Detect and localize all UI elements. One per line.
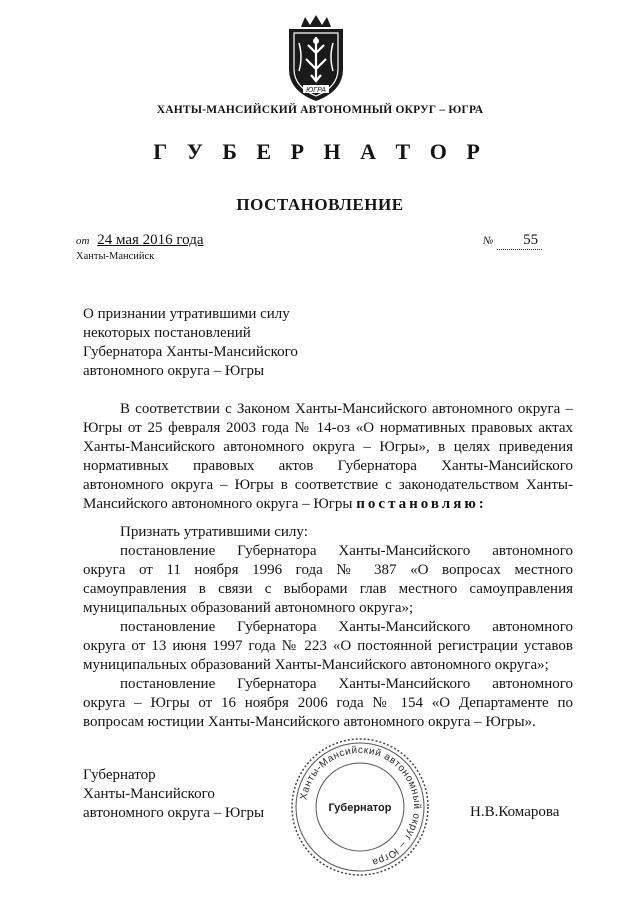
item1-line: округа от 11 ноября 1996 года № 387 «О вопросах местного bbox=[83, 562, 573, 578]
seal-icon bbox=[289, 736, 431, 878]
preamble-line: Ханты-Мансийского автономного округа – Югры», в целях приведения bbox=[83, 439, 573, 455]
signatory-line: Губернатор bbox=[83, 767, 156, 783]
preamble-line: автономного округа – Югры в соответствие с законодательством Ханты- bbox=[83, 477, 573, 493]
coat-of-arms-emblem bbox=[281, 13, 351, 105]
signatory-line: автономного округа – Югры bbox=[83, 805, 265, 821]
item3-line: постановление Губернатора Ханты-Мансийского автономного bbox=[120, 676, 573, 692]
subject-line: О признании утратившими силу bbox=[83, 306, 290, 322]
item2-line: округа от 13 июня 1997 года № 223 «О постоянной регистрации уставов bbox=[83, 638, 573, 654]
subject-line: Губернатора Ханты-Мансийского bbox=[83, 344, 298, 360]
subject-line: некоторых постановлений bbox=[83, 325, 251, 341]
preamble-paragraph bbox=[83, 400, 573, 514]
item1-line: муниципальных образований автономного округа»; bbox=[83, 600, 414, 616]
number-line bbox=[483, 232, 542, 250]
emblem-ribbon-text: ЮГРА bbox=[306, 87, 326, 94]
date-line bbox=[76, 232, 204, 249]
official-seal bbox=[289, 736, 431, 878]
signatory-line: Ханты-Мансийского bbox=[83, 786, 215, 802]
item2-line: муниципальных образований Ханты-Мансийского автономного округа»; bbox=[83, 657, 549, 673]
item3-line: округа – Югры от 16 ноября 2006 года № 154 «О Департаменте по bbox=[83, 695, 573, 711]
preamble-line: нормативных правовых актов Губернатора Ханты-Мансийского bbox=[83, 458, 573, 474]
governor-title: Г У Б Е Р Н А Т О Р bbox=[153, 139, 487, 164]
preamble-line: Югры от 25 февраля 2003 года № 14-оз «О нормативных правовых актах bbox=[83, 420, 573, 436]
preamble-line: В соответствии с Законом Ханты-Мансийского автономного округа – bbox=[120, 401, 573, 417]
item3-line: вопросам юстиции Ханты-Мансийского автономного округа – Югры». bbox=[83, 714, 536, 730]
region-heading: ХАНТЫ-МАНСИЙСКИЙ АВТОНОМНЫЙ ОКРУГ – ЮГРА bbox=[156, 104, 484, 116]
item1-line: постановление Губернатора Ханты-Мансийского автономного bbox=[120, 543, 573, 559]
preamble-line: Мансийского автономного округа – Югры bbox=[83, 496, 353, 512]
document-subject bbox=[83, 305, 343, 381]
document-date: 24 мая 2016 года bbox=[97, 232, 204, 248]
document-type-heading: ПОСТАНОВЛЕНИЕ bbox=[236, 195, 404, 214]
decree-body bbox=[83, 523, 573, 732]
emblem-icon bbox=[281, 13, 351, 105]
city-name: Ханты-Мансийск bbox=[76, 251, 155, 262]
seal-ring-text: Ханты-Мансийский автономный округ – Югра bbox=[298, 744, 423, 868]
decree-verb: постановляю: bbox=[356, 496, 487, 512]
signatory-title bbox=[83, 766, 264, 823]
date-prefix: от bbox=[76, 235, 90, 247]
item2-line: постановление Губернатора Ханты-Мансийского автономного bbox=[120, 619, 573, 635]
item1-line: самоуправления в связи с выборами глав местного самоуправления bbox=[83, 581, 573, 597]
document-number: 55 bbox=[497, 232, 542, 250]
seal-center-text: Губернатор bbox=[328, 802, 392, 814]
body-intro: Признать утратившими силу: bbox=[120, 524, 308, 540]
signatory-name: Н.В.Комарова bbox=[470, 804, 560, 820]
number-prefix: № bbox=[483, 235, 494, 247]
subject-line: автономного округа – Югры bbox=[83, 363, 265, 379]
